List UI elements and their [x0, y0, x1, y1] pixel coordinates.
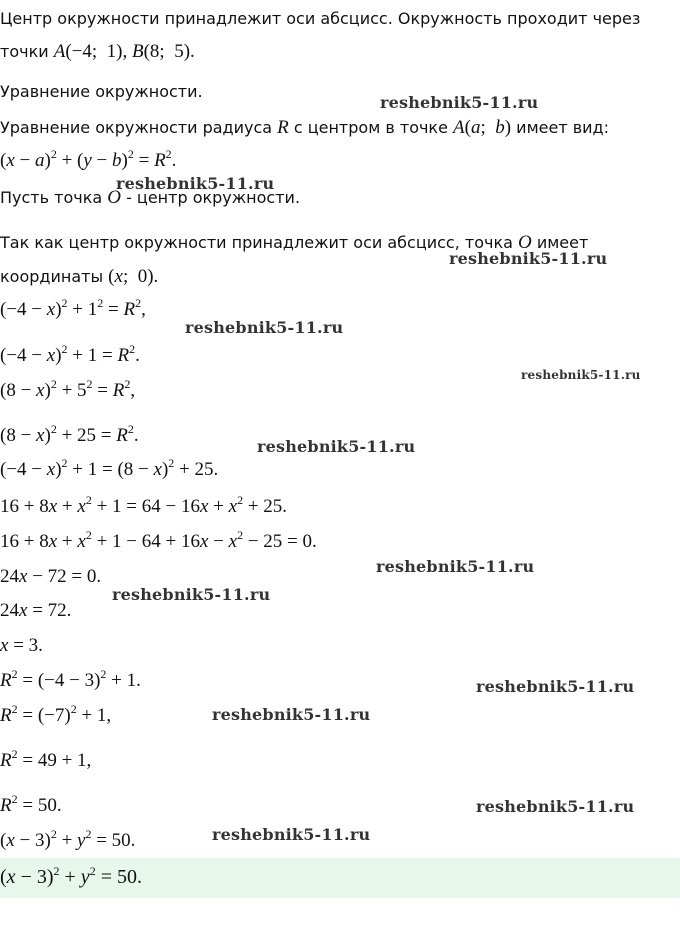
center-coord-part-3: координаты	[0, 267, 109, 286]
equation-14: $R^2 = 50$.	[0, 792, 62, 816]
watermark: reshebnik5-11.ru	[476, 797, 635, 816]
equation-8: 24x − 72 = 0.	[0, 566, 102, 587]
equation-4: $(8 - x)^2 + 25 = R^2$.	[0, 422, 139, 446]
equation-11: $R^2 = (-4 - 3)^2 + 1$.	[0, 667, 141, 691]
equation-12: $R^2 = (-7)^2 + 1$,	[0, 702, 112, 726]
watermark: reshebnik5-11.ru	[212, 825, 371, 844]
watermark: reshebnik5-11.ru	[380, 93, 539, 112]
eq-desc-part-1: Уравнение окружности радиуса	[0, 118, 278, 137]
watermark: reshebnik5-11.ru	[112, 585, 271, 604]
problem-statement-line-2	[0, 41, 195, 63]
center-def-part-1: Пусть точка	[0, 188, 108, 207]
equation-7: $16 + 8x + x^2 + 1 - 64 + 16x - x^2 - 25 = 0$.	[0, 528, 317, 552]
final-answer: $(x - 3)^2 + y^2 = 50$.	[0, 864, 142, 888]
equation-3: $(8 - x)^2 + 5^2 = R^2$,	[0, 377, 136, 401]
watermark: reshebnik5-11.ru	[476, 677, 635, 696]
center-definition: Пусть точка O - центр окружности.	[0, 187, 301, 208]
watermark: reshebnik5-11.ru	[116, 174, 275, 193]
equation-description: Уравнение окружности радиуса R с центром в точке A(a; b) имеет вид:	[0, 117, 610, 138]
points-formula: A(−4; 1), B(8; 5).	[53, 41, 195, 62]
equation-6: $16 + 8x + x^2 + 1 = 64 - 16x + x^2 + 25$.	[0, 493, 288, 517]
eq-desc-part-3: имеет вид:	[511, 118, 610, 137]
equation-5: $(-4 - x)^2 + 1 = (8 - x)^2 + 25$.	[0, 456, 219, 480]
eq-desc-part-2: с центром в точке	[288, 118, 454, 137]
section-heading: Уравнение окружности.	[0, 82, 203, 101]
center-coord-part-1: Так как центр окружности принадлежит оси абсцисс, точка	[0, 233, 518, 252]
watermark: reshebnik5-11.ru	[212, 705, 371, 724]
center-coord-part-2: имеет	[531, 233, 589, 252]
equation-13: $R^2 = 49 + 1$,	[0, 747, 92, 771]
center-def-part-2: - центр окружности.	[120, 188, 301, 207]
equation-2: $(-4 - x)^2 + 1 = R^2$.	[0, 342, 140, 366]
watermark: reshebnik5-11.ru	[521, 368, 641, 382]
points-label: точки	[0, 42, 54, 61]
general-circle-equation: $(x - a)^2 + (y - b)^2 = R^2$.	[0, 147, 177, 171]
watermark: reshebnik5-11.ru	[257, 437, 416, 456]
watermark: reshebnik5-11.ru	[376, 557, 535, 576]
problem-statement-line-1: Центр окружности принадлежит оси абсцисс. Окружность проходит через	[0, 9, 641, 28]
equation-15: $(x - 3)^2 + y^2 = 50$.	[0, 827, 136, 851]
equation-1: $(-4 - x)^2 + 1^2 = R^2$,	[0, 296, 146, 320]
watermark: reshebnik5-11.ru	[185, 318, 344, 337]
center-coordinates-line-2: координаты (x; 0).	[0, 266, 159, 287]
center-coordinates-line-1: Так как центр окружности принадлежит оси абсцисс, точка O имеет	[0, 232, 589, 253]
watermark: reshebnik5-11.ru	[449, 249, 608, 268]
equation-10: x = 3.	[0, 635, 43, 656]
equation-9: 24x = 72.	[0, 600, 72, 621]
